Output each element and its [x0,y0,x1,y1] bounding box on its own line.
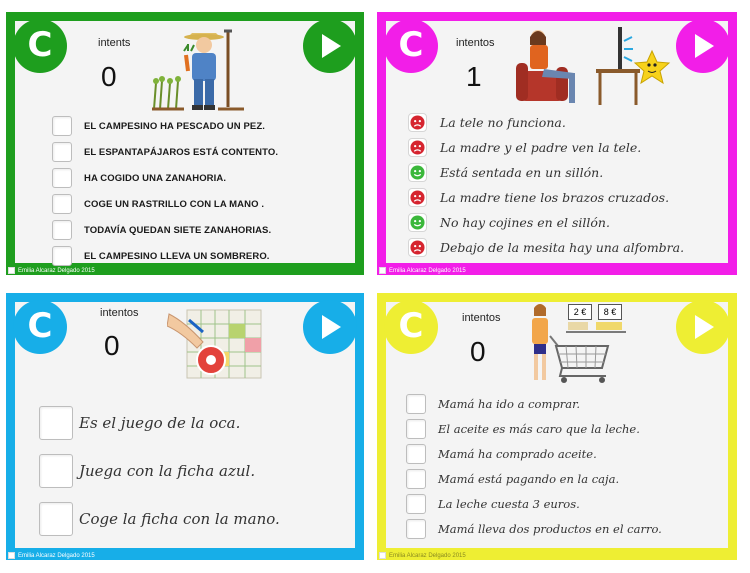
price-tag-text: 8 € [603,307,617,317]
exercise-card-tv [377,12,737,275]
play-button[interactable] [303,300,357,354]
result-indicator-wrong [408,238,427,257]
answer-checkbox[interactable] [52,168,72,188]
credit-text: Emilia Alcaraz Delgado 2015 [389,552,466,559]
sentence-row[interactable] [408,238,684,257]
sentence-text: EL CAMPESINO HA PESCADO UN PEZ. [84,120,265,132]
sentence-row[interactable] [39,454,255,488]
answer-checkbox[interactable] [406,394,426,414]
sentence-text: La madre tiene los brazos cruzados. [440,190,670,205]
sentence-row[interactable] [39,502,280,536]
sad-face-icon [410,190,425,205]
sentence-row[interactable] [406,394,580,414]
correct-button[interactable]: C [13,19,67,73]
answer-checkbox[interactable] [52,142,72,162]
sentence-row[interactable] [52,168,226,188]
sentence-text: La leche cuesta 3 euros. [438,497,580,511]
answer-checkbox[interactable] [406,469,426,489]
sentence-row[interactable] [52,246,270,266]
sentence-row[interactable] [408,188,669,207]
sentence-row[interactable] [408,113,566,132]
sentence-row[interactable] [406,444,597,464]
exercise-card-board-game [6,293,364,560]
footer-icon [8,552,15,559]
answer-checkbox[interactable] [52,220,72,240]
answer-checkbox[interactable] [52,116,72,136]
answer-checkbox[interactable] [406,494,426,514]
sentence-text: Mamá está pagando en la caja. [438,472,620,486]
answer-checkbox[interactable] [406,419,426,439]
attempts-label: intents [98,37,131,49]
sentence-row[interactable] [52,116,265,136]
sentence-text: La tele no funciona. [440,115,566,130]
attempts-count: 0 [104,330,120,361]
sentence-text: La madre y el padre ven la tele. [440,140,642,155]
play-icon [690,313,716,341]
sentence-row[interactable] [406,519,662,539]
correct-button[interactable]: C [384,300,438,354]
sentence-row[interactable] [408,163,603,182]
sentence-text: EL ESPANTAPÁJAROS ESTÁ CONTENTO. [84,146,279,158]
happy-face-icon [410,215,425,230]
answer-checkbox[interactable] [39,502,73,536]
attempts-count: 0 [470,336,486,367]
farmer-illustration [148,25,248,113]
attempts-count: 1 [466,61,482,92]
play-button[interactable] [676,19,730,73]
attempts-label: intentos [100,307,139,319]
play-icon [690,32,716,60]
credit-footer [8,552,95,559]
sentence-text: Mamá ha comprado aceite. [438,447,597,461]
happy-face-icon [410,165,425,180]
tv-scene-illustration [514,25,684,109]
attempts-label: intentos [456,37,495,49]
attempts-label: intentos [462,312,501,324]
answer-checkbox[interactable] [406,444,426,464]
exercise-card-shopping [377,293,737,560]
sentence-text: TODAVÍA QUEDAN SIETE ZANAHORIAS. [84,224,272,236]
answer-checkbox[interactable] [52,194,72,214]
credit-footer [379,552,466,559]
sentence-text: Coge la ficha con la mano. [79,510,280,528]
price-tag-text: 2 € [573,307,587,317]
sentence-row[interactable] [406,469,619,489]
play-button[interactable] [676,300,730,354]
sentence-text: Mamá lleva dos productos en el carro. [438,522,662,536]
sentence-row[interactable] [52,194,264,214]
sentence-text: Es el juego de la oca. [79,414,241,432]
sad-face-icon [410,115,425,130]
sentence-text: No hay cojines en el sillón. [440,215,610,230]
correct-button[interactable]: C [384,19,438,73]
board-game-illustration [167,302,263,380]
sentence-row[interactable] [408,138,641,157]
sentence-text: Mamá ha ido a comprar. [438,397,580,411]
correct-button[interactable]: C [13,300,67,354]
answer-checkbox[interactable] [39,406,73,440]
sentence-row[interactable] [408,213,610,232]
sad-face-icon [410,140,425,155]
attempts-count: 0 [101,61,117,92]
sentence-text: HA COGIDO UNA ZANAHORIA. [84,172,227,184]
sentence-text: El aceite es más caro que la leche. [438,422,640,436]
sentence-row[interactable] [52,142,278,162]
play-icon [317,32,343,60]
credit-text: Emilia Alcaraz Delgado 2015 [389,267,466,274]
result-indicator-wrong [408,188,427,207]
sentence-row[interactable] [39,406,240,440]
result-indicator-correct [408,213,427,232]
answer-checkbox[interactable] [52,246,72,266]
sentence-text: COGE UN RASTRILLO CON LA MANO . [84,198,265,210]
footer-icon [8,267,15,274]
sentence-row[interactable] [52,220,271,240]
footer-icon [379,267,386,274]
credit-footer [379,267,466,274]
credit-text: Emilia Alcaraz Delgado 2015 [18,552,95,559]
credit-footer [8,267,95,274]
answer-checkbox[interactable] [406,519,426,539]
sentence-row[interactable] [406,419,640,439]
exercise-card-farmer [6,12,364,275]
footer-icon [379,552,386,559]
play-icon [317,313,343,341]
sentence-text: EL CAMPESINO LLEVA UN SOMBRERO. [84,250,270,262]
result-indicator-correct [408,163,427,182]
sentence-text: Debajo de la mesita hay una alfombra. [440,240,685,255]
shopping-illustration [522,302,642,384]
credit-text: Emilia Alcaraz Delgado 2015 [18,267,95,274]
sentence-row[interactable] [406,494,580,514]
answer-checkbox[interactable] [39,454,73,488]
sentence-text: Juega con la ficha azul. [79,462,256,480]
sad-face-icon [410,240,425,255]
sentence-text: Está sentada en un sillón. [440,165,604,180]
result-indicator-wrong [408,138,427,157]
result-indicator-wrong [408,113,427,132]
play-button[interactable] [303,19,357,73]
